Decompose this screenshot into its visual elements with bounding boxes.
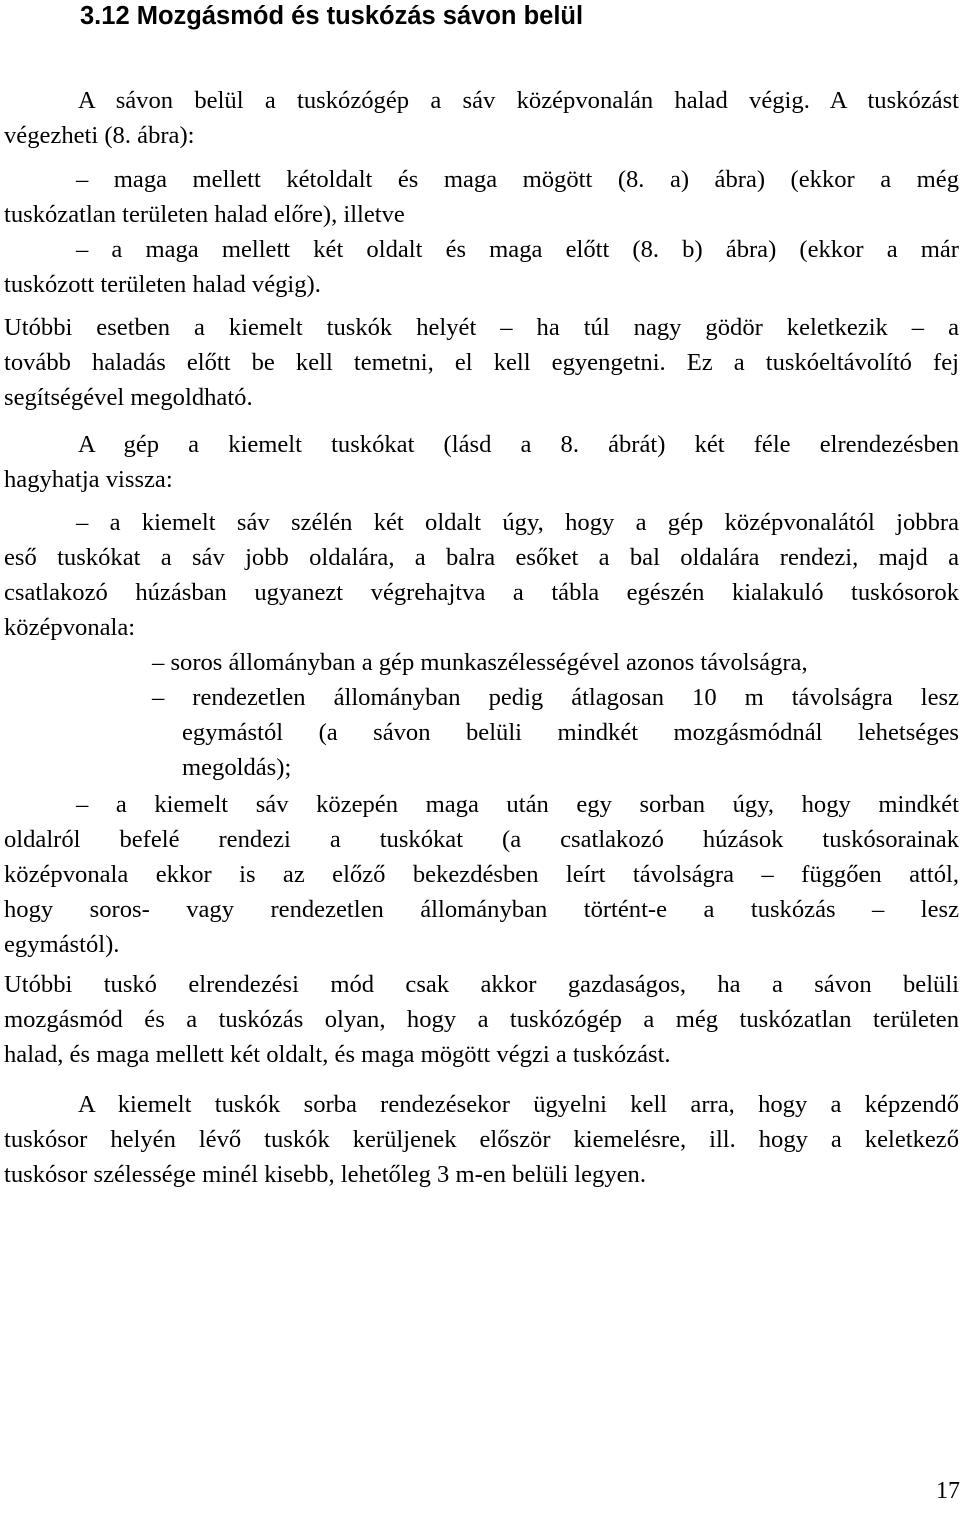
- text-line: csatlakozó húzásban ugyanezt végrehajtva a tábla egészén kialakuló tuskósorok: [4, 579, 959, 606]
- text-line: hogy soros- vagy rendezetlen állományban történt-e a tuskózás – lesz: [4, 896, 959, 923]
- text-line: Utóbbi esetben a kiemelt tuskók helyét – ha túl nagy gödör keletkezik – a: [4, 314, 959, 341]
- text-line: egymástól (a sávon belüli mindkét mozgásmódnál lehetséges: [182, 719, 959, 746]
- text-line: középvonala ekkor is az előző bekezdésben leírt távolságra – függően attól,: [4, 861, 959, 888]
- text-line: A sávon belül a tuskózógép a sáv középvonalán halad végig. A tuskózást: [78, 87, 959, 114]
- text-line: – soros állományban a gép munkaszélességével azonos távolságra,: [152, 649, 808, 676]
- text-line: segítségével megoldható.: [4, 384, 253, 411]
- page-number: 17: [936, 1478, 960, 1504]
- text-line: megoldás);: [182, 754, 292, 781]
- text-line: oldalról befelé rendezi a tuskókat (a csatlakozó húzások tuskósorainak: [4, 826, 959, 853]
- text-line: eső tuskókat a sáv jobb oldalára, a balra esőket a bal oldalára rendezi, majd a: [4, 544, 959, 571]
- text-line: – maga mellett kétoldalt és maga mögött (8. a) ábra) (ekkor a még: [76, 166, 959, 193]
- text-line: tuskózatlan területen halad előre), illetve: [4, 201, 405, 228]
- text-line: tovább haladás előtt be kell temetni, el kell egyengetni. Ez a tuskóeltávolító fej: [4, 349, 959, 376]
- text-line: A kiemelt tuskók sorba rendezésekor ügyelni kell arra, hogy a képzendő: [78, 1091, 959, 1118]
- text-line: tuskósor helyén lévő tuskók kerüljenek először kiemelésre, ill. hogy a keletkező: [4, 1126, 959, 1153]
- text-line: középvonala:: [4, 614, 136, 641]
- text-line: – rendezetlen állományban pedig átlagosan 10 m távolságra lesz: [152, 684, 959, 711]
- text-line: hagyhatja vissza:: [4, 466, 173, 493]
- text-line: tuskósor szélessége minél kisebb, lehetőleg 3 m-en belüli legyen.: [4, 1161, 647, 1188]
- section-heading: 3.12 Mozgásmód és tuskózás sávon belül: [80, 2, 584, 30]
- text-line: halad, és maga mellett két oldalt, és maga mögött végzi a tuskózást.: [4, 1041, 671, 1068]
- text-line: végezheti (8. ábra):: [4, 122, 195, 149]
- text-line: tuskózott területen halad végig).: [4, 271, 321, 298]
- text-line: – a maga mellett két oldalt és maga előtt (8. b) ábra) (ekkor a már: [76, 236, 959, 263]
- text-line: mozgásmód és a tuskózás olyan, hogy a tuskózógép a még tuskózatlan területen: [4, 1006, 959, 1033]
- text-line: – a kiemelt sáv közepén maga után egy sorban úgy, hogy mindkét: [76, 791, 959, 818]
- text-line: Utóbbi tuskó elrendezési mód csak akkor gazdaságos, ha a sávon belüli: [4, 971, 959, 998]
- text-line: A gép a kiemelt tuskókat (lásd a 8. ábrát) két féle elrendezésben: [78, 431, 959, 458]
- text-line: egymástól).: [4, 931, 120, 958]
- text-line: – a kiemelt sáv szélén két oldalt úgy, hogy a gép középvonalától jobbra: [76, 509, 959, 536]
